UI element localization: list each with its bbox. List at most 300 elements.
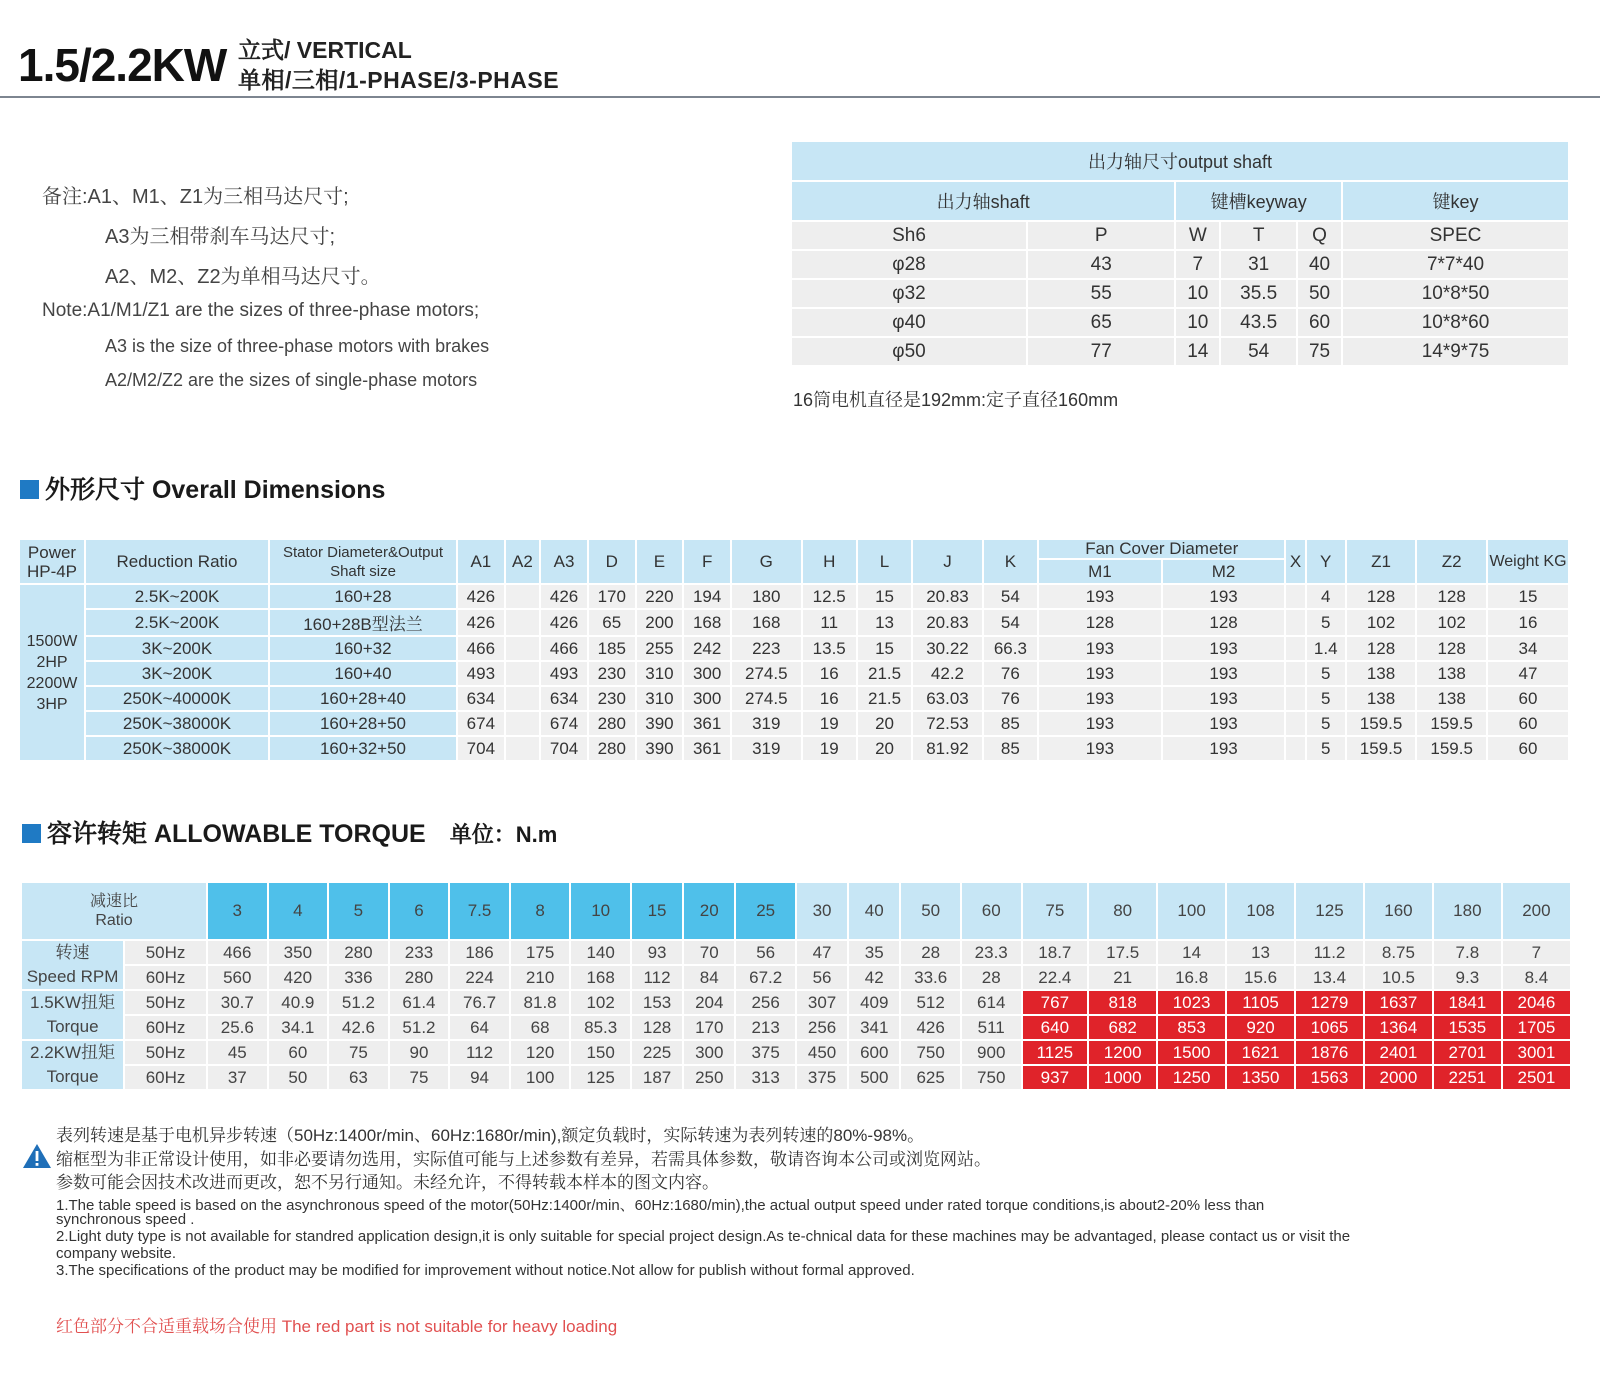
power-label-line: 2200W bbox=[26, 674, 78, 692]
dim-cell: 30.22 bbox=[913, 637, 982, 660]
dim-col-header: E bbox=[637, 540, 683, 583]
torque-cell: 250 bbox=[684, 1066, 734, 1089]
torque-cell: 2701 bbox=[1434, 1041, 1501, 1064]
dim-col-header: J bbox=[913, 540, 982, 583]
dim-cell bbox=[506, 712, 540, 735]
dim-cell: 280 bbox=[589, 712, 635, 735]
ratio-header: 3 bbox=[208, 883, 267, 939]
torque-cell: 2251 bbox=[1434, 1066, 1501, 1089]
torque-cell: 170 bbox=[684, 1016, 734, 1039]
note-cn-3: A2、M2、Z2为单相马达尺寸。 bbox=[105, 266, 381, 288]
dim-cell: 170 bbox=[589, 585, 635, 608]
torque-cell: 1621 bbox=[1227, 1041, 1294, 1064]
torque-cell: 25.6 bbox=[208, 1016, 267, 1039]
dim-cell: 66.3 bbox=[984, 637, 1037, 660]
torque-unit: 单位：N.m bbox=[449, 822, 558, 847]
torque-cell: 40.9 bbox=[269, 991, 328, 1014]
dim-cell: 12.5 bbox=[803, 585, 856, 608]
ratio-header: 200 bbox=[1503, 883, 1570, 939]
ratio-header: 80 bbox=[1089, 883, 1156, 939]
torque-cell: 1705 bbox=[1503, 1016, 1570, 1039]
dim-cell: 634 bbox=[541, 687, 587, 710]
dim-cell: 1.4 bbox=[1307, 637, 1345, 660]
dim-cell bbox=[1286, 637, 1304, 660]
dim-cell: 21.5 bbox=[858, 687, 911, 710]
ratio-header: 6 bbox=[390, 883, 449, 939]
dim-cell: 47 bbox=[1488, 662, 1568, 685]
torque-cell: 818 bbox=[1089, 991, 1156, 1014]
dim-cell: 319 bbox=[732, 737, 801, 760]
torque-cell: 68 bbox=[511, 1016, 570, 1039]
ratio-header: 10 bbox=[571, 883, 630, 939]
torque-cell: 640 bbox=[1023, 1016, 1088, 1039]
dim-cell: 193 bbox=[1163, 585, 1285, 608]
dim-cell: 159.5 bbox=[1347, 737, 1416, 760]
group-label-line: Torque bbox=[46, 1067, 99, 1086]
dim-cell: 34 bbox=[1488, 637, 1568, 660]
dimension-row bbox=[20, 712, 1568, 735]
stator-cell: 160+40 bbox=[270, 662, 456, 685]
group-label-line: 2.2KW扭矩 bbox=[30, 1043, 116, 1062]
dim-cell: 5 bbox=[1307, 712, 1345, 735]
dim-cell: 300 bbox=[684, 662, 730, 685]
torque-cell: 17.5 bbox=[1089, 941, 1156, 964]
dim-cell: 16 bbox=[803, 687, 856, 710]
dim-cell: 300 bbox=[684, 687, 730, 710]
torque-cell: 750 bbox=[901, 1041, 960, 1064]
ratio-header: 125 bbox=[1296, 883, 1363, 939]
footer-cn-3: 参数可能会因技术改进而更改，恕不另行通知。未经允许，不得转载本样本的图文内容。 bbox=[56, 1173, 719, 1192]
footer-en-1: 1.The table speed is based on the asynchronous speed of the motor(50Hz:1400r/min、60Hz:1680/min),the actual output speed under rated torque conditions,is about2-20% less than bbox=[56, 1197, 1265, 1214]
dim-cell bbox=[506, 662, 540, 685]
shaft-cell: 10*8*60 bbox=[1343, 309, 1568, 336]
dim-col-header: A3 bbox=[541, 540, 587, 583]
torque-cell: 2046 bbox=[1503, 991, 1570, 1014]
dimension-row bbox=[20, 610, 1568, 635]
dim-cell: 138 bbox=[1347, 662, 1416, 685]
dim-cell: 319 bbox=[732, 712, 801, 735]
torque-cell: 682 bbox=[1089, 1016, 1156, 1039]
shaft-row bbox=[792, 338, 1568, 365]
torque-cell: 1563 bbox=[1296, 1066, 1363, 1089]
torque-cell: 13 bbox=[1227, 941, 1294, 964]
torque-cell: 233 bbox=[390, 941, 449, 964]
shaft-cell: 10 bbox=[1176, 309, 1219, 336]
torque-cell: 1841 bbox=[1434, 991, 1501, 1014]
dim-cell: 194 bbox=[684, 585, 730, 608]
dim-cell: 180 bbox=[732, 585, 801, 608]
dim-cell: 102 bbox=[1417, 610, 1486, 635]
dim-cell: 138 bbox=[1417, 662, 1486, 685]
torque-cell: 14 bbox=[1158, 941, 1225, 964]
dim-col-header: H bbox=[803, 540, 856, 583]
torque-cell: 102 bbox=[571, 991, 630, 1014]
ratio-header: 25 bbox=[736, 883, 795, 939]
dim-cell: 230 bbox=[589, 687, 635, 710]
dim-col-header: A1 bbox=[458, 540, 504, 583]
dim-cell: 63.03 bbox=[913, 687, 982, 710]
warning-triangle-icon bbox=[22, 1143, 52, 1169]
stator-cell: 160+28 bbox=[270, 585, 456, 608]
torque-row bbox=[22, 1041, 1570, 1064]
group-label-line: 1.5KW扭矩 bbox=[30, 993, 116, 1012]
torque-cell: 900 bbox=[962, 1041, 1021, 1064]
torque-cell: 614 bbox=[962, 991, 1021, 1014]
dim-cell: 20.83 bbox=[913, 585, 982, 608]
dim-cell: 20.83 bbox=[913, 610, 982, 635]
ratio-header: 100 bbox=[1158, 883, 1225, 939]
frequency-label: 60Hz bbox=[125, 966, 206, 989]
torque-cell: 420 bbox=[269, 966, 328, 989]
power-label bbox=[20, 585, 84, 760]
dim-cell: 15 bbox=[858, 585, 911, 608]
torque-cell: 1364 bbox=[1365, 1016, 1432, 1039]
ratio-header: 20 bbox=[684, 883, 734, 939]
torque-cell: 15.6 bbox=[1227, 966, 1294, 989]
dim-cell: 20 bbox=[858, 737, 911, 760]
torque-row bbox=[22, 1016, 1570, 1039]
torque-cell: 853 bbox=[1158, 1016, 1225, 1039]
dim-cell: 60 bbox=[1488, 687, 1568, 710]
torque-cell: 75 bbox=[329, 1041, 388, 1064]
shaft-cell: 10*8*50 bbox=[1343, 280, 1568, 307]
torque-cell: 112 bbox=[632, 966, 682, 989]
torque-cell: 28 bbox=[962, 966, 1021, 989]
torque-cell: 9.3 bbox=[1434, 966, 1501, 989]
dim-cell: 493 bbox=[541, 662, 587, 685]
dim-cell: 193 bbox=[1163, 662, 1285, 685]
shaft-cell: 75 bbox=[1298, 338, 1341, 365]
torque-cell: 100 bbox=[511, 1066, 570, 1089]
shaft-cell: φ28 bbox=[792, 251, 1026, 278]
torque-cell: 22.4 bbox=[1023, 966, 1088, 989]
frequency-label: 60Hz bbox=[125, 1066, 206, 1089]
dim-cell: 168 bbox=[684, 610, 730, 635]
torque-cell: 175 bbox=[511, 941, 570, 964]
torque-cell: 224 bbox=[450, 966, 509, 989]
dim-cell: 128 bbox=[1163, 610, 1285, 635]
torque-cell: 8.75 bbox=[1365, 941, 1432, 964]
dim-col-header: K bbox=[984, 540, 1037, 583]
torque-cell: 3001 bbox=[1503, 1041, 1570, 1064]
dim-cell: 426 bbox=[541, 610, 587, 635]
torque-cell: 11.2 bbox=[1296, 941, 1363, 964]
dimension-row bbox=[20, 637, 1568, 660]
note-en-1: Note:A1/M1/Z1 are the sizes of three-phase motors; bbox=[42, 300, 480, 321]
torque-cell: 13.4 bbox=[1296, 966, 1363, 989]
dim-cell: 426 bbox=[541, 585, 587, 608]
torque-cell: 42 bbox=[849, 966, 899, 989]
torque-cell: 313 bbox=[736, 1066, 795, 1089]
torque-cell: 7 bbox=[1503, 941, 1570, 964]
torque-cell: 153 bbox=[632, 991, 682, 1014]
torque-cell: 1250 bbox=[1158, 1066, 1225, 1089]
torque-cell: 1000 bbox=[1089, 1066, 1156, 1089]
weight-header: Weight KG bbox=[1488, 540, 1568, 583]
torque-cell: 76.7 bbox=[450, 991, 509, 1014]
dim-cell bbox=[1286, 687, 1304, 710]
dim-cell: 220 bbox=[637, 585, 683, 608]
torque-cell: 47 bbox=[797, 941, 847, 964]
key-group-header: 键key bbox=[1343, 182, 1568, 220]
shaft-cell: φ40 bbox=[792, 309, 1026, 336]
torque-cell: 225 bbox=[632, 1041, 682, 1064]
torque-cell: 375 bbox=[736, 1041, 795, 1064]
torque-cell: 33.6 bbox=[901, 966, 960, 989]
torque-cell: 1535 bbox=[1434, 1016, 1501, 1039]
torque-section-title: 容许转矩 ALLOWABLE TORQUE 单位：N.m bbox=[22, 814, 557, 850]
torque-cell: 61.4 bbox=[390, 991, 449, 1014]
torque-cell: 1637 bbox=[1365, 991, 1432, 1014]
ratio-header: 75 bbox=[1023, 883, 1088, 939]
torque-cell: 466 bbox=[208, 941, 267, 964]
shaft-cell: φ50 bbox=[792, 338, 1026, 365]
dimension-row bbox=[20, 662, 1568, 685]
shaft-cell: 7*7*40 bbox=[1343, 251, 1568, 278]
dim-cell: 159.5 bbox=[1417, 737, 1486, 760]
shaft-cell: 14*9*75 bbox=[1343, 338, 1568, 365]
shaft-cell: 60 bbox=[1298, 309, 1341, 336]
torque-cell: 2401 bbox=[1365, 1041, 1432, 1064]
section-square-icon bbox=[22, 824, 41, 843]
dim-cell: 128 bbox=[1347, 585, 1416, 608]
shaft-cell: 40 bbox=[1298, 251, 1341, 278]
dim-col-header: F bbox=[684, 540, 730, 583]
dim-cell bbox=[1286, 662, 1304, 685]
shaft-cell: 10 bbox=[1176, 280, 1219, 307]
model-title: 1.5/2.2KW bbox=[18, 39, 227, 91]
shaft-cell: 54 bbox=[1221, 338, 1296, 365]
dim-cell: 634 bbox=[458, 687, 504, 710]
dim-cell: 60 bbox=[1488, 737, 1568, 760]
dim-cell: 426 bbox=[458, 610, 504, 635]
shaft-cell: 43.5 bbox=[1221, 309, 1296, 336]
torque-cell: 35 bbox=[849, 941, 899, 964]
torque-cell: 2000 bbox=[1365, 1066, 1432, 1089]
dim-cell: 5 bbox=[1307, 737, 1345, 760]
dim-cell: 200 bbox=[637, 610, 683, 635]
frequency-label: 50Hz bbox=[125, 991, 206, 1014]
torque-cell: 150 bbox=[571, 1041, 630, 1064]
shaft-cell: 7 bbox=[1176, 251, 1219, 278]
torque-table bbox=[20, 881, 1572, 1091]
ratio-header: Reduction Ratio bbox=[86, 540, 268, 583]
torque-cell: 84 bbox=[684, 966, 734, 989]
dim-cell: 159.5 bbox=[1347, 712, 1416, 735]
torque-cell: 70 bbox=[684, 941, 734, 964]
torque-cell: 7.8 bbox=[1434, 941, 1501, 964]
ratio-header: 8 bbox=[511, 883, 570, 939]
torque-group-label bbox=[22, 941, 123, 989]
ratio-label-header: 减速比 Ratio bbox=[22, 883, 206, 939]
torque-cell: 750 bbox=[962, 1066, 1021, 1089]
torque-cell: 10.5 bbox=[1365, 966, 1432, 989]
dim-cell bbox=[1286, 610, 1304, 635]
dim-col-header: Y bbox=[1307, 540, 1345, 583]
m2-header: M2 bbox=[1163, 560, 1285, 583]
torque-cell: 23.3 bbox=[962, 941, 1021, 964]
torque-cell: 256 bbox=[736, 991, 795, 1014]
torque-cell: 625 bbox=[901, 1066, 960, 1089]
dim-cell: 138 bbox=[1417, 687, 1486, 710]
dim-cell bbox=[1286, 737, 1304, 760]
dim-cell: 128 bbox=[1417, 585, 1486, 608]
fan-cover-header: Fan Cover Diameter bbox=[1039, 540, 1284, 558]
shaft-cell: 65 bbox=[1028, 309, 1174, 336]
torque-cell: 8.4 bbox=[1503, 966, 1570, 989]
shaft-col-header: SPEC bbox=[1343, 222, 1568, 249]
torque-cell: 42.6 bbox=[329, 1016, 388, 1039]
shaft-row bbox=[792, 280, 1568, 307]
torque-cell: 375 bbox=[797, 1066, 847, 1089]
header-divider bbox=[0, 96, 1600, 98]
note-en-3: A2/M2/Z2 are the sizes of single-phase motors bbox=[105, 370, 478, 390]
torque-cell: 67.2 bbox=[736, 966, 795, 989]
torque-cell: 1500 bbox=[1158, 1041, 1225, 1064]
shaft-row bbox=[792, 251, 1568, 278]
footer-en-3: 3.The specifications of the product may be modified for improvement without notice.Not allow for publish without formal approved. bbox=[56, 1262, 915, 1279]
torque-cell: 280 bbox=[390, 966, 449, 989]
dim-cell: 193 bbox=[1163, 737, 1285, 760]
dim-cell: 76 bbox=[984, 662, 1037, 685]
note-cn-1: 备注:A1、M1、Z1为三相马达尺寸; bbox=[42, 186, 349, 208]
dim-cell: 193 bbox=[1039, 737, 1161, 760]
ratio-header: 160 bbox=[1365, 883, 1432, 939]
torque-cell: 64 bbox=[450, 1016, 509, 1039]
dim-cell: 128 bbox=[1417, 637, 1486, 660]
stator-cell: 160+32+50 bbox=[270, 737, 456, 760]
dimensions-table bbox=[18, 538, 1570, 762]
mounting-type: 立式/ VERTICAL bbox=[238, 37, 412, 63]
output-shaft-table bbox=[790, 140, 1570, 367]
motor-diameter-note: 16筒电机直径是192mm:定子直径160mm bbox=[793, 390, 1119, 410]
dim-cell bbox=[1286, 712, 1304, 735]
dim-cell: 21.5 bbox=[858, 662, 911, 685]
shaft-row bbox=[792, 309, 1568, 336]
ratio-header: 15 bbox=[632, 883, 682, 939]
dim-cell bbox=[506, 585, 540, 608]
dim-cell: 13.5 bbox=[803, 637, 856, 660]
dim-cell: 255 bbox=[637, 637, 683, 660]
torque-cell: 93 bbox=[632, 941, 682, 964]
dim-cell: 20 bbox=[858, 712, 911, 735]
ratio-cell: 250K~38000K bbox=[86, 737, 268, 760]
torque-cell: 426 bbox=[901, 1016, 960, 1039]
torque-cell: 37 bbox=[208, 1066, 267, 1089]
torque-cell: 280 bbox=[329, 941, 388, 964]
torque-cell: 300 bbox=[684, 1041, 734, 1064]
dim-cell: 85 bbox=[984, 737, 1037, 760]
dim-cell: 274.5 bbox=[732, 662, 801, 685]
torque-cell: 85.3 bbox=[571, 1016, 630, 1039]
dim-cell: 193 bbox=[1163, 687, 1285, 710]
dim-cell: 81.92 bbox=[913, 737, 982, 760]
ratio-header: 108 bbox=[1227, 883, 1294, 939]
dim-cell: 361 bbox=[684, 737, 730, 760]
dim-col-header: A2 bbox=[506, 540, 540, 583]
dim-col-header: Z1 bbox=[1347, 540, 1416, 583]
dim-cell: 5 bbox=[1307, 610, 1345, 635]
torque-cell: 350 bbox=[269, 941, 328, 964]
torque-group-label bbox=[22, 991, 123, 1039]
dim-cell: 426 bbox=[458, 585, 504, 608]
dim-col-header: G bbox=[732, 540, 801, 583]
note-en-2: A3 is the size of three-phase motors with brakes bbox=[105, 336, 490, 356]
stator-cell: 160+28+50 bbox=[270, 712, 456, 735]
torque-cell: 81.8 bbox=[511, 991, 570, 1014]
dim-cell: 193 bbox=[1039, 662, 1161, 685]
torque-cell: 450 bbox=[797, 1041, 847, 1064]
torque-cell: 511 bbox=[962, 1016, 1021, 1039]
torque-cell: 920 bbox=[1227, 1016, 1294, 1039]
shaft-cell: 35.5 bbox=[1221, 280, 1296, 307]
torque-cell: 16.8 bbox=[1158, 966, 1225, 989]
torque-cell: 213 bbox=[736, 1016, 795, 1039]
dim-col-header: L bbox=[858, 540, 911, 583]
dim-cell: 15 bbox=[858, 637, 911, 660]
torque-cell: 51.2 bbox=[390, 1016, 449, 1039]
footer-en-2: 2.Light duty type is not available for standred application design,it is only suitable for special project design.As te-chnical data for these machines may be advantaged, please contact us or visit the bbox=[56, 1228, 1351, 1245]
power-label-line: 2HP bbox=[36, 653, 68, 671]
section-square-icon bbox=[20, 480, 39, 499]
power-label-line: 1500W bbox=[26, 632, 78, 650]
torque-cell: 90 bbox=[390, 1041, 449, 1064]
ratio-header: 5 bbox=[329, 883, 388, 939]
dim-cell: 466 bbox=[458, 637, 504, 660]
shaft-group-header: 出力轴shaft bbox=[792, 182, 1174, 220]
torque-cell: 336 bbox=[329, 966, 388, 989]
torque-cell: 168 bbox=[571, 966, 630, 989]
dim-cell: 42.2 bbox=[913, 662, 982, 685]
dim-cell: 16 bbox=[1488, 610, 1568, 635]
ratio-header: 40 bbox=[849, 883, 899, 939]
frequency-label: 50Hz bbox=[125, 941, 206, 964]
power-label-line: 3HP bbox=[36, 695, 68, 713]
shaft-cell: 14 bbox=[1176, 338, 1219, 365]
dimension-row bbox=[20, 737, 1568, 760]
shaft-cell: φ32 bbox=[792, 280, 1026, 307]
dim-cell: 138 bbox=[1347, 687, 1416, 710]
ratio-cell: 250K~38000K bbox=[86, 712, 268, 735]
torque-cell: 1279 bbox=[1296, 991, 1363, 1014]
torque-cell: 512 bbox=[901, 991, 960, 1014]
dim-cell bbox=[506, 737, 540, 760]
ratio-header: 50 bbox=[901, 883, 960, 939]
torque-cell: 120 bbox=[511, 1041, 570, 1064]
torque-row bbox=[22, 941, 1570, 964]
dim-cell: 493 bbox=[458, 662, 504, 685]
ratio-header: 30 bbox=[797, 883, 847, 939]
shaft-cell: 55 bbox=[1028, 280, 1174, 307]
dim-cell: 168 bbox=[732, 610, 801, 635]
torque-cell: 937 bbox=[1023, 1066, 1088, 1089]
group-label-line: Torque bbox=[46, 1017, 99, 1036]
torque-cell: 56 bbox=[736, 941, 795, 964]
dim-col-header: X bbox=[1286, 540, 1304, 583]
shaft-col-header: T bbox=[1221, 222, 1296, 249]
torque-cell: 560 bbox=[208, 966, 267, 989]
torque-group-label bbox=[22, 1041, 123, 1089]
dim-cell: 128 bbox=[1347, 637, 1416, 660]
m1-header: M1 bbox=[1039, 560, 1161, 583]
dim-cell: 11 bbox=[803, 610, 856, 635]
dim-cell: 193 bbox=[1039, 687, 1161, 710]
frequency-label: 50Hz bbox=[125, 1041, 206, 1064]
dim-cell: 390 bbox=[637, 712, 683, 735]
torque-cell: 94 bbox=[450, 1066, 509, 1089]
phase-type: 单相/三相/1-PHASE/3-PHASE bbox=[238, 67, 560, 93]
dim-cell: 193 bbox=[1163, 637, 1285, 660]
